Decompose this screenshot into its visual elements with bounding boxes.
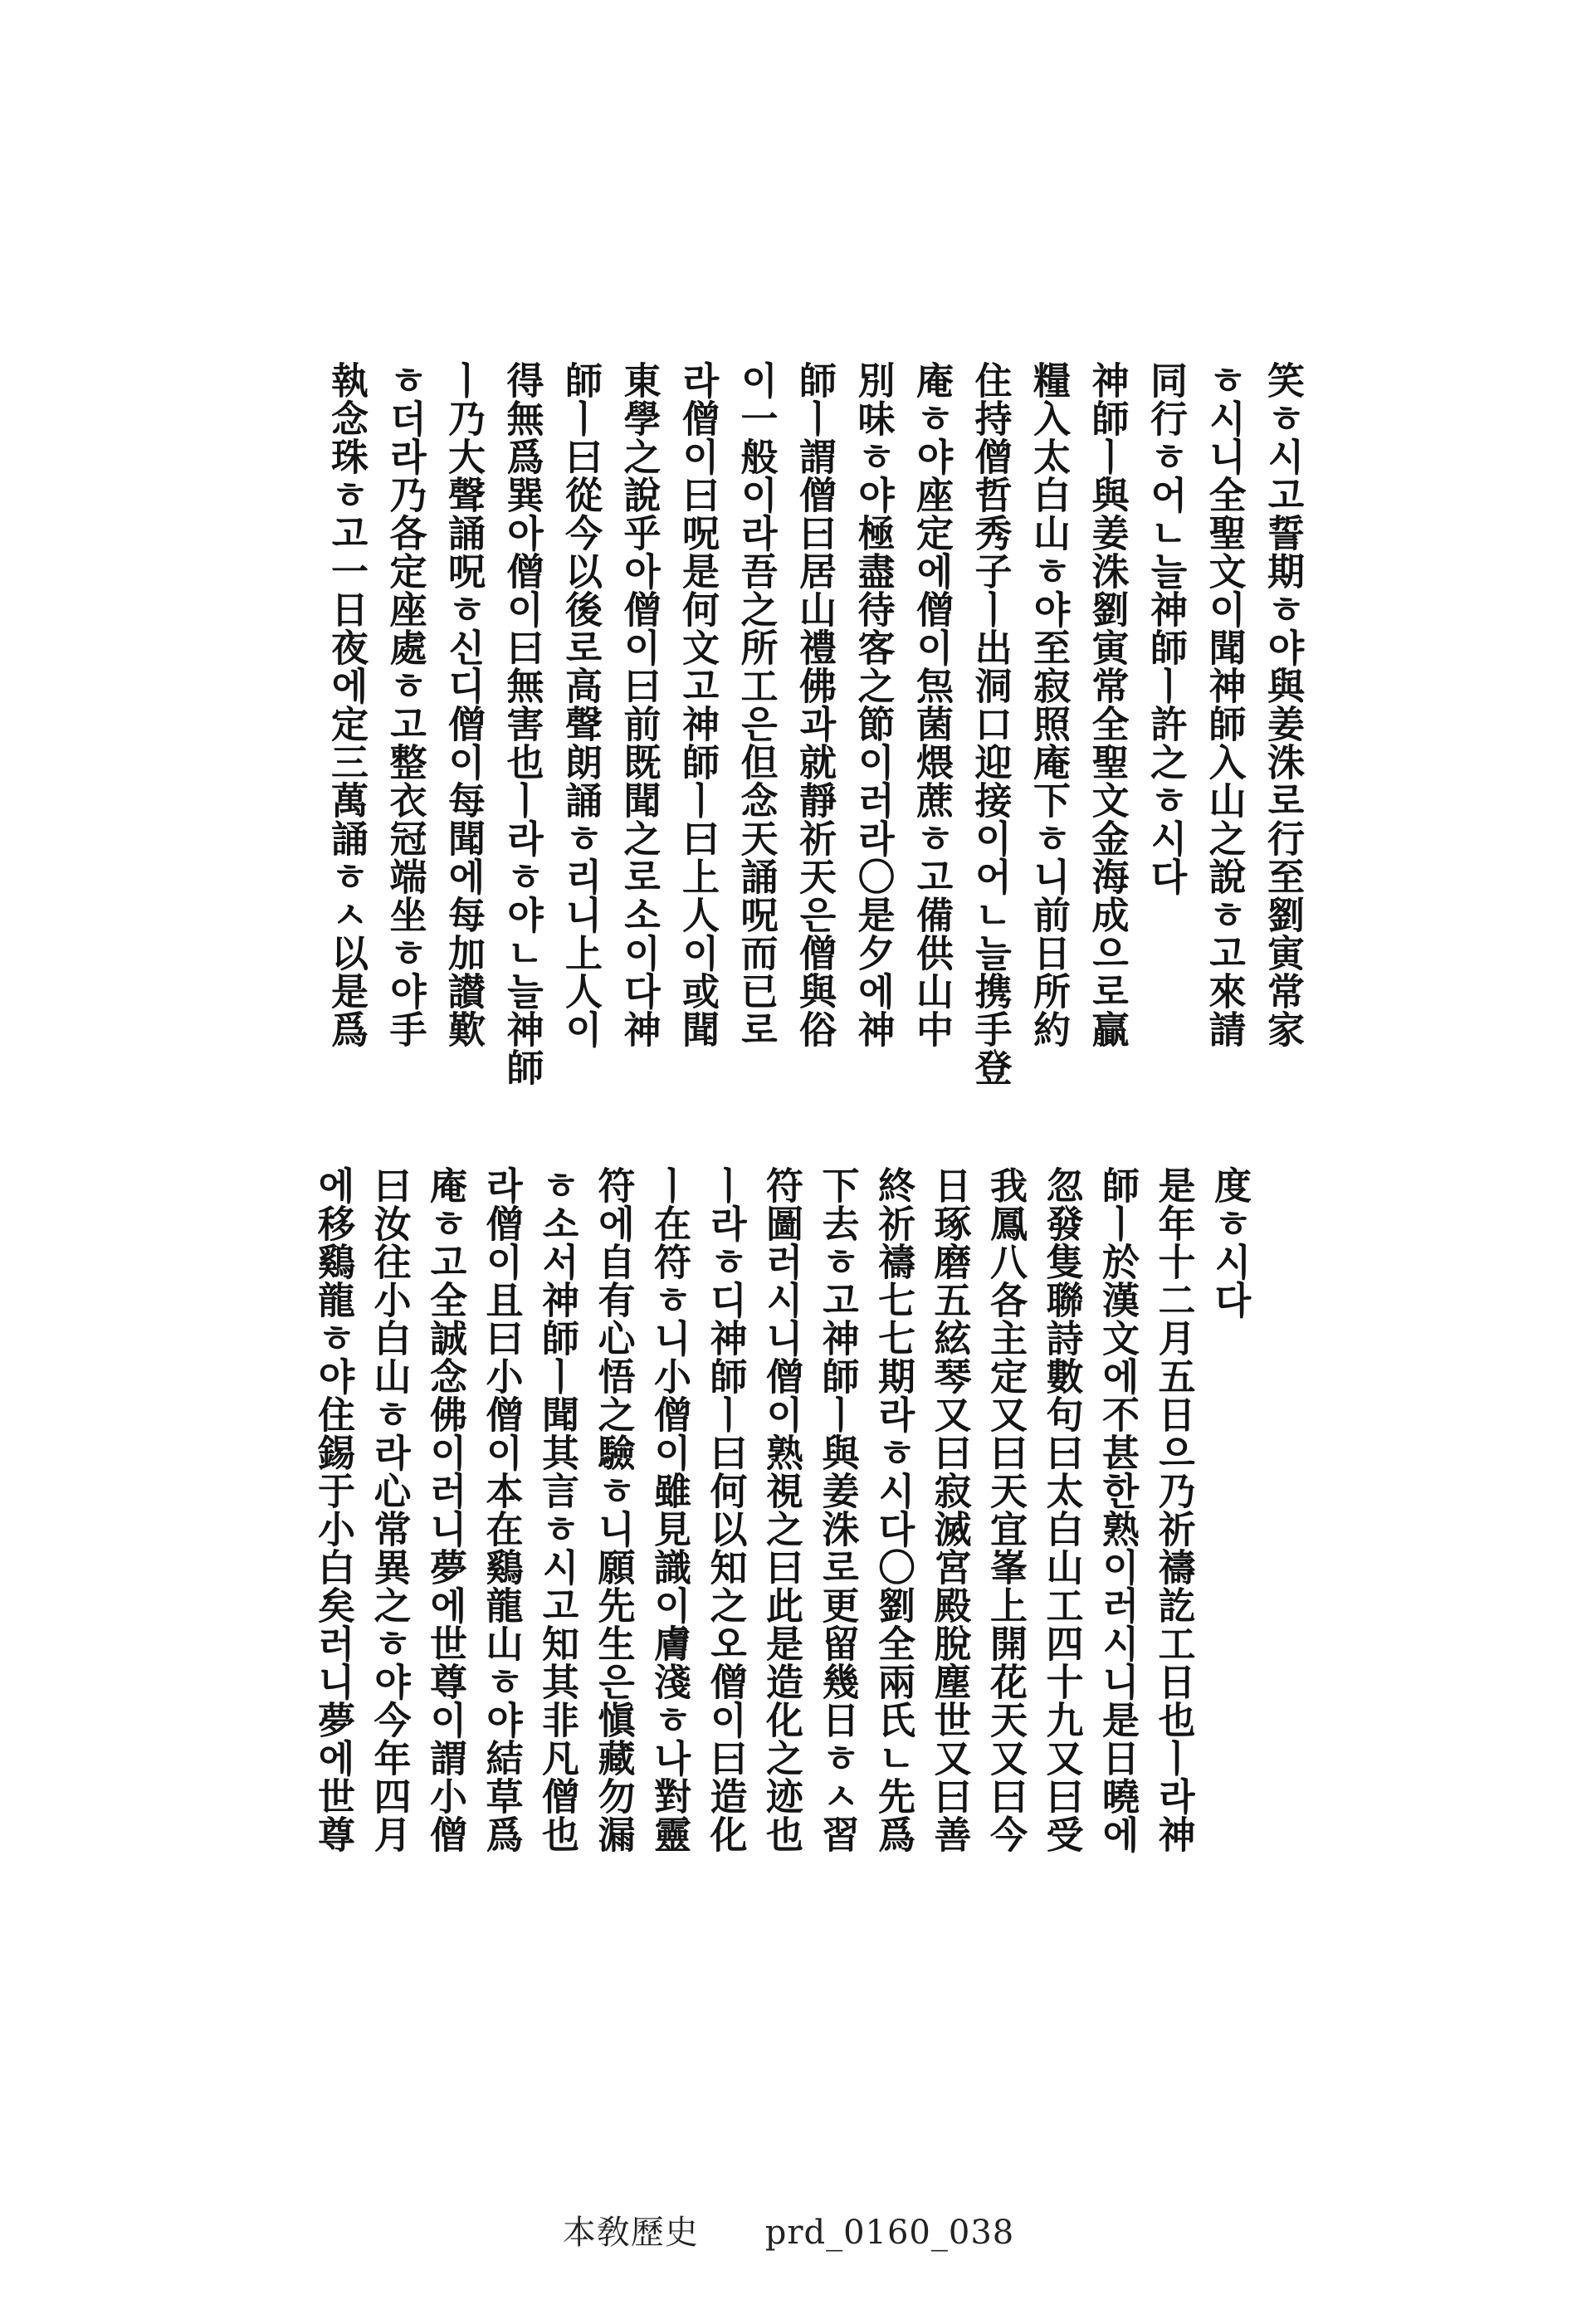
text-column: 我鳳八各主定又曰天宜峯上開花天又曰今 [984, 1166, 1028, 1853]
text-column: 師ㅣ於漢文에不甚한熟이러시니是日曉에 [1096, 1166, 1140, 1853]
footer-code: prd_0160_038 [764, 2214, 1015, 2252]
text-column: 이一般이라吾之所工은但念天誦呪而已로 [734, 361, 779, 1048]
text-column: ㅣ在符ㅎ니小僧이雖見識이膚淺ㅎ나對靈 [647, 1166, 691, 1853]
text-column: 神師ㅣ與姜洙劉寅常全聖文金海成으로贏 [1085, 361, 1130, 1048]
text-column: 下去ㅎ고神師ㅣ與姜洙로更留幾日ㅎㅅ習 [815, 1166, 860, 1853]
text-column: 別味ㅎ야極盡待客之節이러라〇是夕에神 [851, 361, 896, 1048]
text-column: 同行ㅎ어ㄴ늘神師ㅣ許之ㅎ시다 [1144, 361, 1188, 896]
page-footer [0, 2206, 1577, 2253]
upper-text-block [274, 361, 1311, 1150]
text-column: 라僧이曰呪是何文고神師ㅣ曰上人이或聞 [676, 361, 720, 1048]
text-column: 庵ㅎ고全誠念佛이러니夢에世尊이謂小僧 [423, 1166, 467, 1853]
text-column: 東學之說乎아僧이曰前既聞之로소이다神 [617, 361, 662, 1048]
text-column: ㅣ乃大聲誦呪ㅎ신디僧이每聞에每加讃歎 [442, 361, 486, 1048]
text-column: ㅎ시니全聖文이聞神師入山之說ㅎ고來請 [1202, 361, 1247, 1048]
lower-text-block [270, 1166, 1257, 1955]
text-column: 日琢磨五絃琴又曰寂滅宮殿脫塵世又曰善 [927, 1166, 972, 1853]
text-column: 笑ㅎ시고誓期ㅎ야與姜洙로行至劉寅常家 [1261, 361, 1305, 1048]
text-column: ㅎ더라乃各定座處ㅎ고整衣冠端坐ㅎ야手 [383, 361, 427, 1048]
text-column: 糧入太白山ㅎ야至寂照庵下ㅎ니前日所約 [1027, 361, 1071, 1048]
text-column: ㅣ라ㅎ디神師ㅣ曰何以知之오僧이曰造化 [703, 1166, 748, 1853]
text-column: 에移鷄龍ㅎ야住錫于小白矣러니夢에世尊 [311, 1166, 355, 1853]
text-column: 符圖러시니僧이熟視之曰此是造化之迹也 [759, 1166, 803, 1853]
text-column: 住持僧哲秀子ㅣ出洞口迎接이어ㄴ늘携手登 [968, 361, 1013, 1086]
text-column: 師ㅣ謂僧曰居山禮佛과就靜祈天은僧與俗 [793, 361, 837, 1048]
text-column: 師ㅣ曰從今以後로高聲朗誦ㅎ리니上人이 [559, 361, 603, 1048]
text-column: 忽發隻聯詩數句曰太白山工四十九又曰受 [1039, 1166, 1084, 1853]
text-column: ㅎ소서神師ㅣ聞其言ㅎ시고知其非凡僧也 [535, 1166, 579, 1853]
text-column: 曰汝往小白山ㅎ라心常異之ㅎ야今年四月 [367, 1166, 412, 1853]
text-column: 라僧이且曰小僧이本在鷄龍山ㅎ야結草爲 [479, 1166, 524, 1853]
text-column: 庵ㅎ야座定에僧이炰菌煨蔗ㅎ고備供山中 [910, 361, 954, 1048]
text-column: 得無爲巽아僧이曰無害也ㅣ라ㅎ야ㄴ늘神師 [500, 361, 544, 1086]
text-column: 度ㅎ시다 [1208, 1166, 1252, 1319]
text-column: 符에自有心悟之驗ㅎ니願先生은愼藏勿漏 [591, 1166, 636, 1853]
footer-title: 本敎歷史 [562, 2214, 699, 2252]
text-column: 執念珠ㅎ고一日夜에定三萬誦ㅎㅅ以是爲 [325, 361, 369, 1048]
text-column: 終祈禱七七期라ㅎ시다〇劉全兩氏ㄴ先爲 [872, 1166, 915, 1853]
text-column: 是年十二月五日으乃祈禱訖工日也ㅣ라神 [1151, 1166, 1196, 1853]
